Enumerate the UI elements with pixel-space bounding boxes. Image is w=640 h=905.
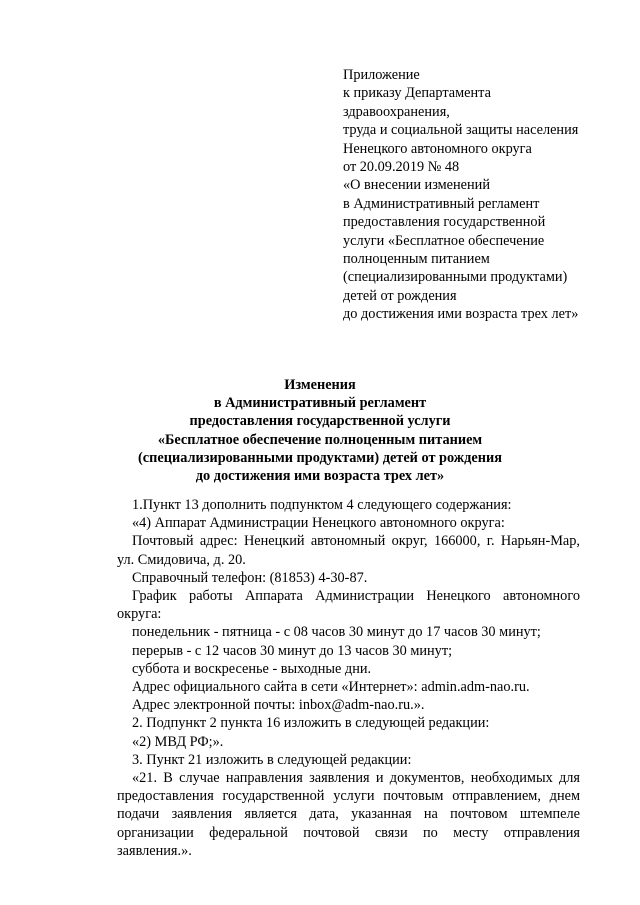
heading-line: Изменения [284, 377, 356, 393]
appendix-line: Приложение [343, 67, 420, 83]
body-paragraph: «21. В случае направления заявления и документов, необходимых для предоставления государственной услуги почтовым отправлением, днем подачи заявления является дата, указанная на почтовом штемпеле организации федеральной почтовой связи по месту отправления заявления.». [117, 770, 580, 859]
appendix-line: от 20.09.2019 № 48 [343, 159, 460, 176]
body-paragraph: Адрес официального сайта в сети «Интернет»: admin.adm-nao.ru. [132, 679, 530, 696]
appendix-line: к приказу Департамента [343, 85, 491, 102]
body-paragraph: Почтовый адрес: Ненецкий автономный округ, 166000, г. Нарьян-Мар, ул. Смидовича, д. 20. [117, 533, 580, 568]
heading-line: «Бесплатное обеспечение полноценным питанием [157, 431, 483, 448]
body-paragraph: перерыв - с 12 часов 30 минут до 13 часов 30 минут; [132, 642, 453, 659]
document-heading [100, 376, 540, 485]
body-paragraph: понедельник - пятница - с 08 часов 30 минут до 17 часов 30 минут; [132, 624, 541, 641]
body-paragraph: 1.Пункт 13 дополнить подпунктом 4 следующего содержания: [132, 497, 512, 513]
heading-line: в Административный регламент [213, 395, 427, 412]
heading-line: (специализированными продуктами) детей от рождения [138, 449, 502, 466]
appendix-line: полноценным питанием [343, 251, 490, 268]
body-paragraph: Справочный телефон: (81853) 4-30-87. [132, 569, 368, 586]
appendix-line: «О внесении изменений [343, 177, 490, 194]
body-paragraph: «2) МВД РФ;». [132, 733, 224, 750]
appendix-line: детей от рождения [343, 287, 457, 304]
body-paragraph: 2. Подпункт 2 пункта 16 изложить в следующей редакции: [132, 715, 490, 732]
heading-line: до достижения ими возраста трех лет» [195, 468, 445, 485]
body-paragraph: 3. Пункт 21 изложить в следующей редакции: [132, 751, 412, 768]
appendix-line: здравоохранения, [343, 103, 450, 120]
appendix-line: (специализированными продуктами) [343, 269, 568, 286]
heading-line: предоставления государственной услуги [189, 413, 451, 430]
appendix-line: услуги «Бесплатное обеспечение [343, 232, 545, 249]
appendix-line: Ненецкого автономного округа [343, 140, 532, 157]
appendix-line: предоставления государственной [343, 214, 546, 231]
appendix-line: до достижения ими возраста трех лет» [343, 306, 579, 323]
body-paragraph: Адрес электронной почты: inbox@adm-nao.ru.». [132, 697, 425, 714]
body-paragraph: График работы Аппарата Администрации Ненецкого автономного округа: [117, 588, 580, 623]
body-paragraph: суббота и воскресенье - выходные дни. [132, 660, 372, 677]
appendix-line: в Административный регламент [343, 195, 540, 212]
appendix-line: труда и социальной защиты населения [343, 122, 579, 139]
document-body [117, 496, 580, 860]
appendix-block [343, 66, 628, 324]
body-paragraph: «4) Аппарат Администрации Ненецкого автономного округа: [132, 515, 505, 532]
